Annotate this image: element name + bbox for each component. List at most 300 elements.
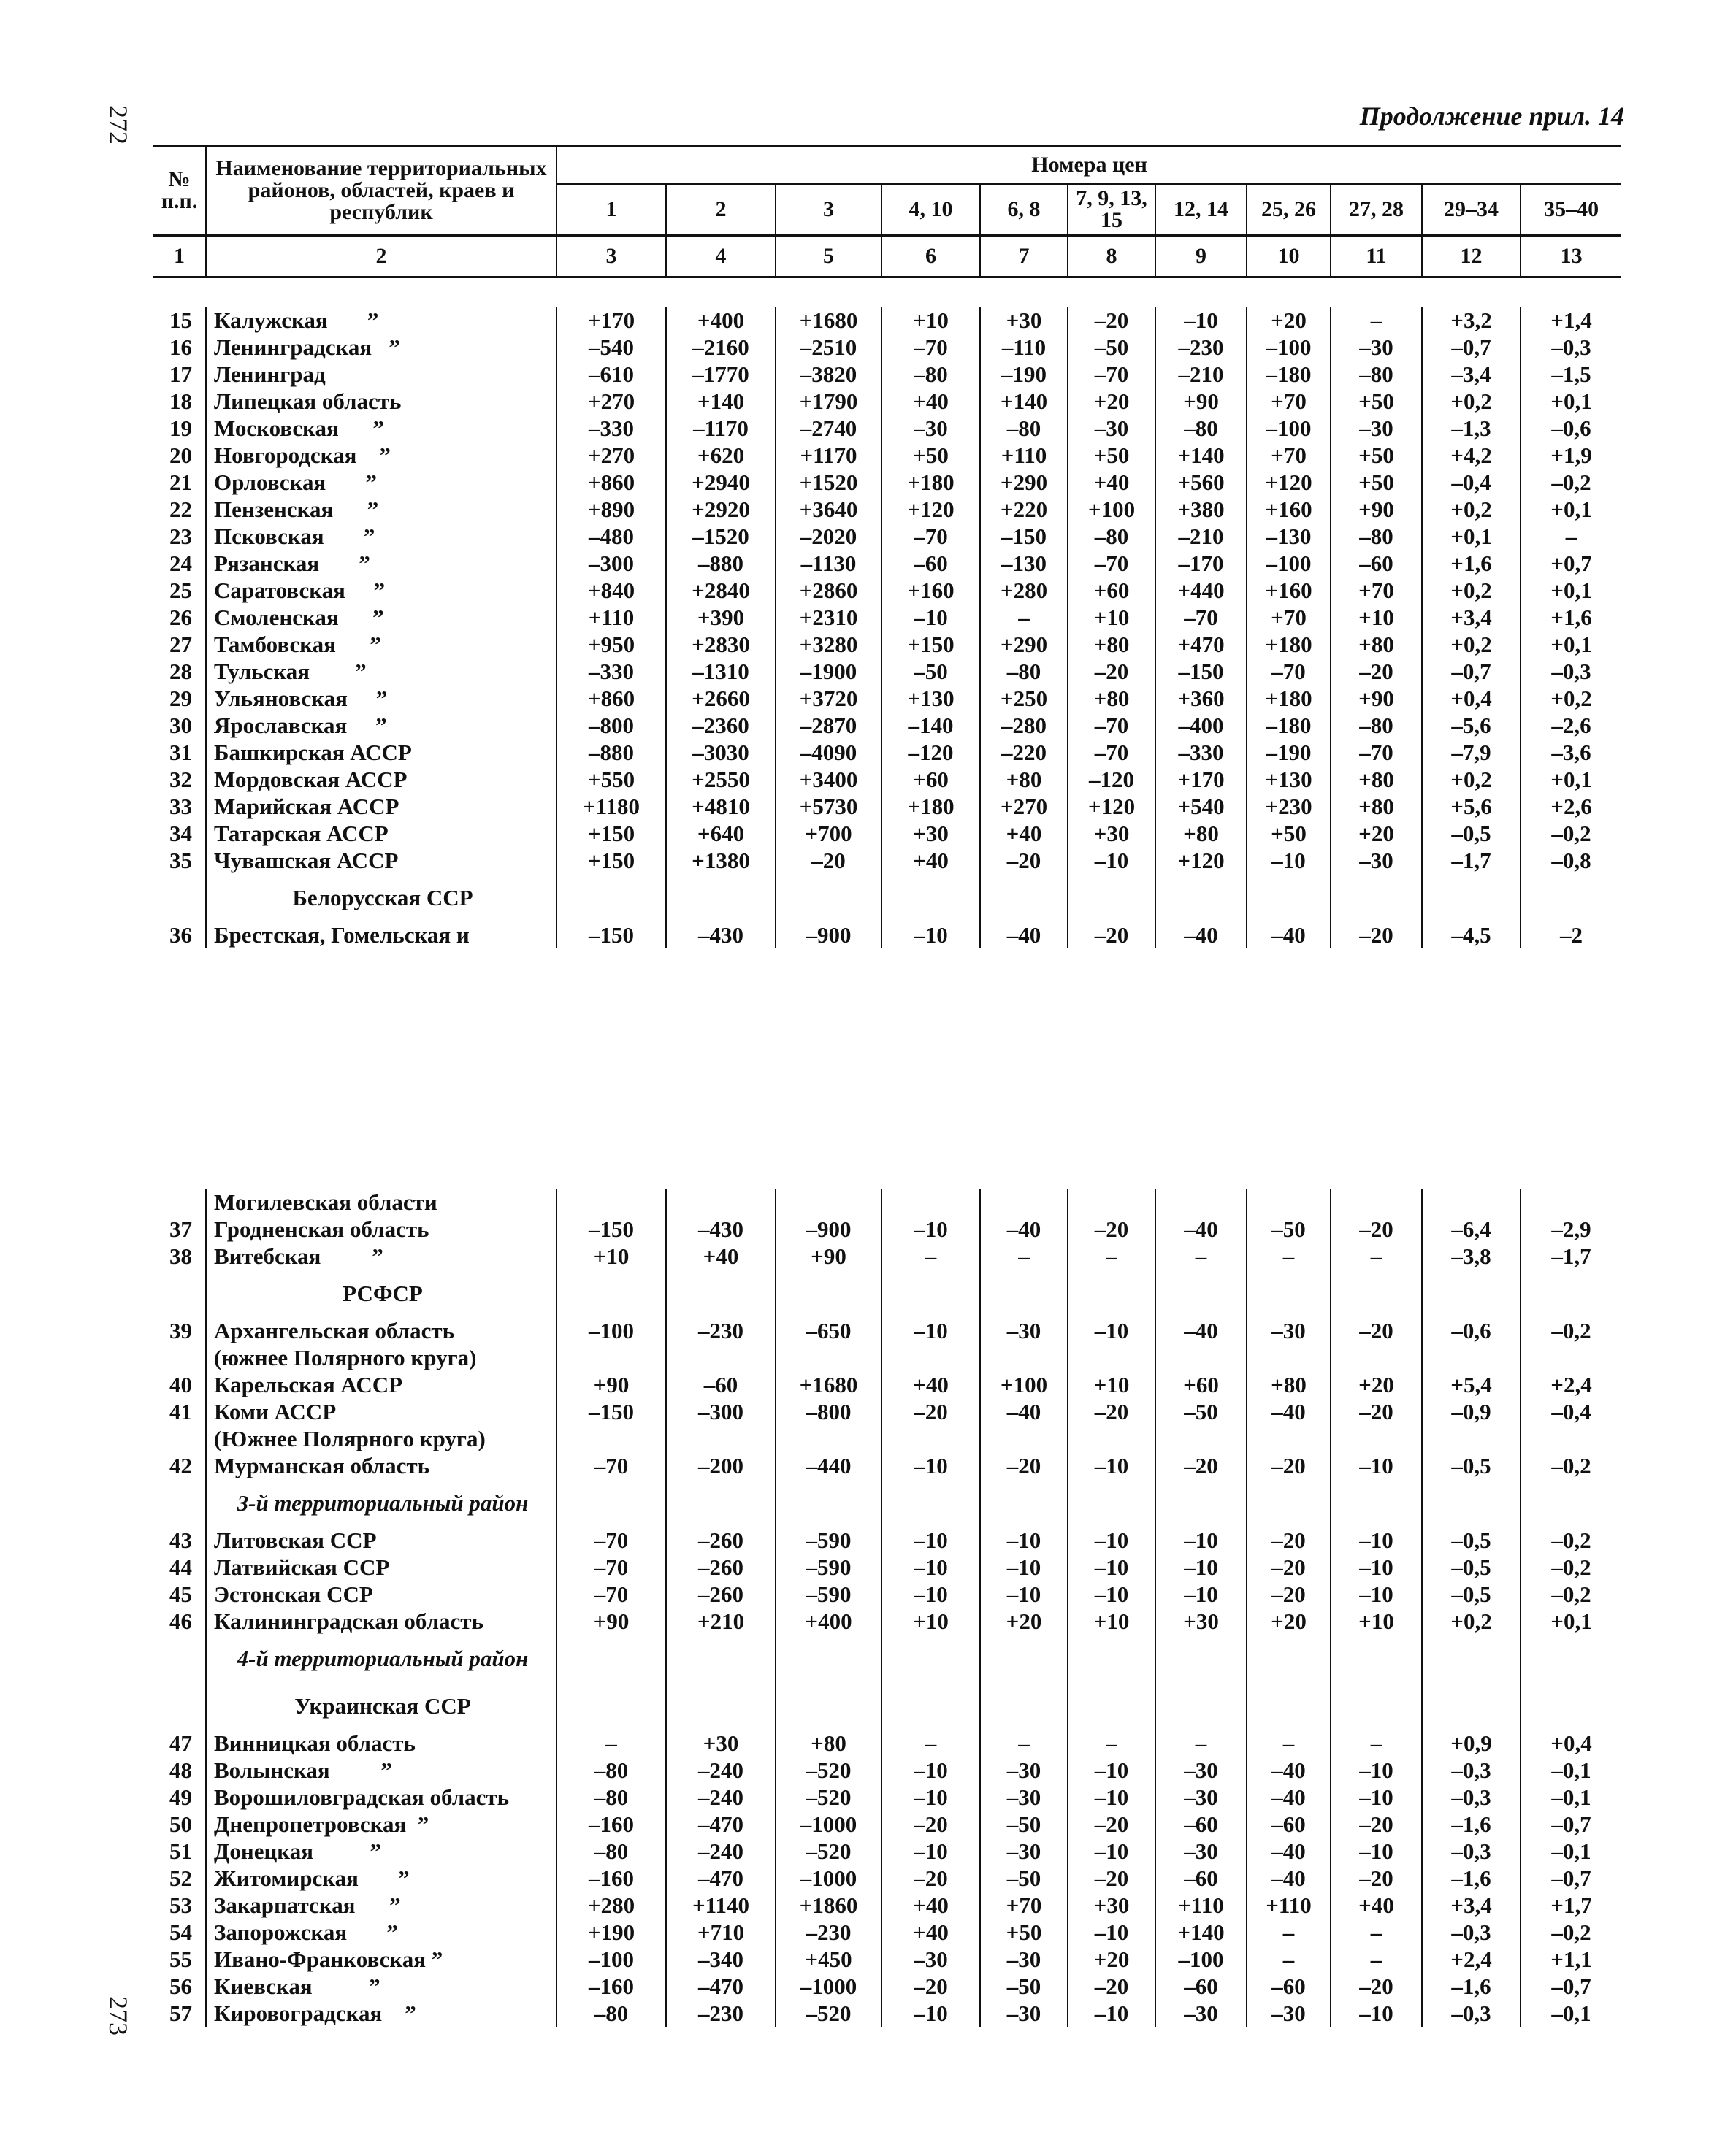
value-cell: –470 (666, 1973, 776, 2000)
value-cell: – (1247, 1730, 1331, 1757)
value-cell: –20 (1331, 1398, 1422, 1425)
value-cell (1331, 1425, 1422, 1452)
value-cell: +840 (556, 577, 666, 604)
value-cell: +860 (556, 469, 666, 496)
value-cell: –2020 (776, 523, 881, 550)
region-name: Липецкая область (206, 388, 556, 415)
empty-cell (1521, 1635, 1621, 1682)
empty-cell (1521, 1479, 1621, 1527)
value-cell: +50 (1247, 820, 1331, 847)
value-cell: – (1331, 1243, 1422, 1270)
row-number: 45 (169, 1581, 192, 1607)
value-cell: +140 (666, 388, 776, 415)
empty-cell (1155, 1270, 1247, 1317)
value-cell: +30 (1068, 1892, 1155, 1919)
value-cell: +390 (666, 604, 776, 631)
value-cell: –70 (556, 1527, 666, 1554)
value-cell: +10 (556, 1243, 666, 1270)
section-row (153, 1270, 1621, 1317)
value-cell: +400 (776, 1608, 881, 1635)
row-number: 57 (169, 2000, 192, 2026)
region-name: Пензенская ” (206, 496, 556, 523)
value-cell: – (1247, 1919, 1331, 1946)
value-cell: – (1247, 1243, 1331, 1270)
value-cell: –100 (1155, 1946, 1247, 1973)
value-cell: –280 (980, 712, 1068, 739)
value-cell: +440 (1155, 577, 1247, 604)
value-cell: –20 (881, 1973, 980, 2000)
value-cell: –520 (776, 1757, 881, 1784)
value-cell: –70 (1247, 658, 1331, 685)
value-cell: +710 (666, 1919, 776, 1946)
value-cell: –520 (776, 1784, 881, 1811)
value-cell: +890 (556, 496, 666, 523)
value-cell: –430 (666, 921, 776, 948)
header-price-col: 1 (556, 184, 666, 236)
header-col-number: 5 (776, 236, 881, 277)
value-cell: –50 (980, 1973, 1068, 2000)
value-cell: –0,5 (1422, 1554, 1521, 1581)
value-cell: +1,7 (1550, 1892, 1592, 1918)
empty-cell (980, 1635, 1068, 1682)
row-number: 52 (169, 1865, 192, 1891)
value-cell: +0,2 (1422, 388, 1521, 415)
value-cell: +3,2 (1422, 307, 1521, 334)
value-cell: –100 (556, 1317, 666, 1344)
region-name: (Южнее Полярного круга) (206, 1425, 556, 1452)
value-cell: –800 (556, 712, 666, 739)
value-cell: +560 (1155, 469, 1247, 496)
value-cell: –30 (881, 1946, 980, 1973)
value-cell: +950 (556, 631, 666, 658)
value-cell: +270 (556, 442, 666, 469)
empty-cell (980, 1270, 1068, 1317)
value-cell: +20 (980, 1608, 1068, 1635)
value-cell: +80 (1331, 766, 1422, 793)
value-cell: +120 (1247, 469, 1331, 496)
value-cell: –3,4 (1422, 361, 1521, 388)
value-cell: +0,1 (1550, 632, 1592, 657)
value-cell: –1170 (666, 415, 776, 442)
table-row (153, 1730, 1621, 1757)
row-number: 20 (169, 442, 192, 468)
row-number: 46 (169, 1608, 192, 1634)
table-row (153, 793, 1621, 820)
value-cell: –20 (1247, 1581, 1331, 1608)
row-number: 51 (169, 1838, 192, 1864)
value-cell: –0,3 (1422, 1757, 1521, 1784)
table-row (153, 1554, 1621, 1581)
empty-cell (556, 1479, 666, 1527)
value-cell: –60 (1247, 1811, 1331, 1838)
value-cell: –7,9 (1422, 739, 1521, 766)
value-cell: –10 (1155, 1554, 1247, 1581)
value-cell: –0,8 (1551, 848, 1591, 873)
value-cell (1331, 1344, 1422, 1371)
header-col-number: 1 (153, 236, 206, 277)
empty-cell (666, 874, 776, 921)
region-name: Мурманская область (206, 1452, 556, 1479)
empty-cell (1521, 1270, 1621, 1317)
value-cell: –70 (881, 523, 980, 550)
continuation-title: Продолжение прил. 14 (1359, 101, 1624, 131)
value-cell: –0,5 (1422, 1581, 1521, 1608)
value-cell: +380 (1155, 496, 1247, 523)
value-cell (1068, 1189, 1155, 1216)
row-number: 24 (169, 550, 192, 576)
value-cell: –900 (776, 1216, 881, 1243)
value-cell: +0,2 (1422, 496, 1521, 523)
value-cell: +860 (556, 685, 666, 712)
value-cell: –0,2 (1551, 1527, 1591, 1553)
table-row (153, 1243, 1621, 1270)
value-cell: +130 (1247, 766, 1331, 793)
value-cell: –10 (1068, 1527, 1155, 1554)
header-col-number: 10 (1247, 236, 1331, 277)
value-cell: –20 (1068, 1811, 1155, 1838)
value-cell: +80 (1155, 820, 1247, 847)
value-cell: –50 (980, 1811, 1068, 1838)
table-row (153, 307, 1621, 334)
value-cell: –10 (881, 604, 980, 631)
value-cell: –20 (1331, 1811, 1422, 1838)
row-number: 33 (169, 794, 192, 819)
value-cell: +1,1 (1550, 1946, 1592, 1972)
region-name: Брестская, Гомельская и (206, 921, 556, 948)
header-price-col: 6, 8 (980, 184, 1068, 236)
row-number: 42 (169, 1453, 192, 1478)
row-number: 21 (169, 469, 192, 495)
table-row (153, 921, 1621, 948)
value-cell: –240 (666, 1784, 776, 1811)
row-number: 30 (169, 713, 192, 738)
value-cell: –80 (881, 361, 980, 388)
header-col-number: 9 (1155, 236, 1247, 277)
empty-cell (881, 1270, 980, 1317)
empty-cell (1422, 874, 1521, 921)
empty-cell (666, 1270, 776, 1317)
empty-cell (1068, 1635, 1155, 1682)
value-cell: –50 (881, 658, 980, 685)
region-name: Закарпатская ” (206, 1892, 556, 1919)
row-number (153, 874, 206, 921)
table-row (153, 334, 1621, 361)
value-cell: –80 (1068, 523, 1155, 550)
value-cell (1247, 1344, 1331, 1371)
value-cell: –50 (1068, 334, 1155, 361)
table-row (153, 442, 1621, 469)
value-cell: +30 (881, 820, 980, 847)
empty-cell (556, 1270, 666, 1317)
table-row (153, 1581, 1621, 1608)
value-cell: –0,3 (1551, 659, 1591, 684)
value-cell: –0,6 (1422, 1317, 1521, 1344)
value-cell: –540 (556, 334, 666, 361)
empty-cell (1422, 1682, 1521, 1730)
region-name: Татарская АССР (206, 820, 556, 847)
value-cell: –200 (666, 1452, 776, 1479)
row-number: 55 (169, 1946, 192, 1972)
value-cell: –30 (1155, 1784, 1247, 1811)
value-cell: –900 (776, 921, 881, 948)
region-name: Волынская ” (206, 1757, 556, 1784)
value-cell: –0,9 (1422, 1398, 1521, 1425)
value-cell (980, 1344, 1068, 1371)
value-cell: +40 (980, 820, 1068, 847)
value-cell: –80 (1155, 415, 1247, 442)
value-cell: +10 (1331, 1608, 1422, 1635)
table-row (153, 631, 1621, 658)
value-cell: +1380 (666, 847, 776, 874)
value-cell: +40 (881, 847, 980, 874)
value-cell: –0,4 (1551, 1399, 1591, 1424)
value-cell: –10 (1331, 1554, 1422, 1581)
header-col-number: 4 (666, 236, 776, 277)
value-cell: +0,1 (1550, 496, 1592, 522)
value-cell: +150 (556, 820, 666, 847)
empty-cell (1331, 874, 1422, 921)
region-name: Ульяновская ” (206, 685, 556, 712)
empty-cell (1068, 1682, 1155, 1730)
value-cell: –180 (1247, 361, 1331, 388)
empty-cell (1068, 1479, 1155, 1527)
value-cell: –2160 (666, 334, 776, 361)
table-row (153, 1784, 1621, 1811)
value-cell: +50 (1331, 442, 1422, 469)
row-number: 49 (169, 1784, 192, 1810)
value-cell: –30 (980, 2000, 1068, 2027)
value-cell: –2870 (776, 712, 881, 739)
value-cell: –20 (980, 847, 1068, 874)
region-name: Ленинград (206, 361, 556, 388)
value-cell: +2830 (666, 631, 776, 658)
value-cell: –0,3 (1422, 1838, 1521, 1865)
value-cell: +90 (1331, 496, 1422, 523)
value-cell: – (980, 604, 1068, 631)
value-cell: –20 (776, 847, 881, 874)
row-number: 34 (169, 821, 192, 846)
table-row (153, 1216, 1621, 1243)
table-row (153, 847, 1621, 874)
region-name: Рязанская ” (206, 550, 556, 577)
value-cell: –0,7 (1551, 1865, 1591, 1891)
row-number: 32 (169, 767, 192, 792)
header-price-col: 4, 10 (881, 184, 980, 236)
header-col-number: 6 (881, 236, 980, 277)
value-cell: +170 (556, 307, 666, 334)
empty-cell (980, 1479, 1068, 1527)
row-number (153, 1682, 206, 1730)
value-cell: –30 (1155, 2000, 1247, 2027)
value-cell: +80 (1068, 685, 1155, 712)
value-cell: –50 (1155, 1398, 1247, 1425)
value-cell: –100 (1247, 334, 1331, 361)
region-name: Псковская ” (206, 523, 556, 550)
value-cell: +20 (1331, 820, 1422, 847)
value-cell: +60 (1155, 1371, 1247, 1398)
value-cell: +70 (1247, 388, 1331, 415)
value-cell: –2,6 (1551, 713, 1591, 738)
region-name: Ленинградская ” (206, 334, 556, 361)
value-cell: –220 (980, 739, 1068, 766)
value-cell: –0,4 (1422, 469, 1521, 496)
value-cell: +0,7 (1550, 550, 1592, 576)
value-cell: –1310 (666, 658, 776, 685)
value-cell: –10 (1331, 1838, 1422, 1865)
value-cell: –60 (666, 1371, 776, 1398)
value-cell: –260 (666, 1527, 776, 1554)
value-cell: +40 (881, 388, 980, 415)
value-cell: –70 (881, 334, 980, 361)
value-cell: +70 (980, 1892, 1068, 1919)
region-name: Коми АССР (206, 1398, 556, 1425)
value-cell: +1790 (776, 388, 881, 415)
value-cell: +40 (1068, 469, 1155, 496)
value-cell: +400 (666, 307, 776, 334)
value-cell: +40 (881, 1892, 980, 1919)
value-cell (776, 1189, 881, 1216)
empty-cell (776, 1270, 881, 1317)
value-cell: –40 (1247, 1398, 1331, 1425)
value-cell: –0,1 (1551, 1838, 1591, 1864)
value-cell: +110 (1247, 1892, 1331, 1919)
value-cell: +280 (556, 1892, 666, 1919)
value-cell: –80 (980, 415, 1068, 442)
value-cell: –0,3 (1422, 1919, 1521, 1946)
header-col-number: 2 (206, 236, 556, 277)
value-cell: –70 (1068, 361, 1155, 388)
value-cell: –40 (980, 1398, 1068, 1425)
value-cell: +1,9 (1550, 442, 1592, 468)
value-cell: –10 (881, 1838, 980, 1865)
value-cell: –240 (666, 1838, 776, 1865)
table-row (153, 1608, 1621, 1635)
value-cell: –30 (1331, 847, 1422, 874)
value-cell: –150 (556, 1398, 666, 1425)
value-cell: –0,1 (1551, 1757, 1591, 1783)
value-cell: –4,5 (1422, 921, 1521, 948)
row-number: 40 (169, 1372, 192, 1397)
value-cell: +40 (666, 1243, 776, 1270)
row-number (153, 1344, 206, 1371)
header-col-number: 8 (1068, 236, 1155, 277)
value-cell: +90 (556, 1608, 666, 1635)
region-name: Кировоградская ” (206, 2000, 556, 2027)
value-cell: –0,2 (1551, 1554, 1591, 1580)
value-cell: –150 (556, 1216, 666, 1243)
value-cell: –430 (666, 1216, 776, 1243)
value-cell: –10 (1155, 1581, 1247, 1608)
value-cell: +10 (1331, 604, 1422, 631)
empty-cell (776, 1479, 881, 1527)
value-cell: –470 (666, 1865, 776, 1892)
value-cell: +220 (980, 496, 1068, 523)
value-cell: +140 (1155, 1919, 1247, 1946)
empty-cell (1247, 1479, 1331, 1527)
region-name: Марийская АССР (206, 793, 556, 820)
value-cell: –60 (881, 550, 980, 577)
value-cell: –0,6 (1551, 415, 1591, 441)
value-cell: +0,4 (1422, 685, 1521, 712)
empty-cell (1422, 1479, 1521, 1527)
value-cell: –30 (1247, 2000, 1331, 2027)
value-cell: –70 (1068, 712, 1155, 739)
value-cell: +180 (881, 469, 980, 496)
value-cell: –20 (881, 1398, 980, 1425)
row-number: 17 (169, 361, 192, 387)
value-cell: –2740 (776, 415, 881, 442)
header-price-col: 25, 26 (1247, 184, 1331, 236)
value-cell: –160 (556, 1811, 666, 1838)
value-cell: –1000 (776, 1811, 881, 1838)
value-cell: –70 (556, 1554, 666, 1581)
value-cell: –30 (1068, 415, 1155, 442)
value-cell: –1520 (666, 523, 776, 550)
value-cell: –50 (1247, 1216, 1331, 1243)
value-cell: –10 (881, 1554, 980, 1581)
region-name: Архангельская область (206, 1317, 556, 1344)
value-cell: +2310 (776, 604, 881, 631)
value-cell (1331, 1189, 1422, 1216)
value-cell: –1000 (776, 1973, 881, 2000)
value-cell: +30 (1155, 1608, 1247, 1635)
empty-cell (1331, 1635, 1422, 1682)
region-name: Ярославская ” (206, 712, 556, 739)
empty-cell (1422, 1635, 1521, 1682)
value-cell: – (881, 1243, 980, 1270)
value-cell: +80 (1331, 793, 1422, 820)
table-row (153, 1919, 1621, 1946)
value-cell: +1680 (776, 307, 881, 334)
value-cell: +160 (1247, 577, 1331, 604)
value-cell (881, 1344, 980, 1371)
value-cell (1068, 1425, 1155, 1452)
value-cell: –20 (1068, 1865, 1155, 1892)
header-price-col: 29–34 (1422, 184, 1521, 236)
header-no: № п.п. (153, 146, 206, 236)
value-cell: –40 (1247, 1865, 1331, 1892)
row-number: 22 (169, 496, 192, 522)
value-cell: –10 (1331, 1452, 1422, 1479)
region-name: Мордовская АССР (206, 766, 556, 793)
value-cell (776, 1425, 881, 1452)
region-name: Литовская ССР (206, 1527, 556, 1554)
value-cell: +90 (1331, 685, 1422, 712)
value-cell: –20 (1247, 1452, 1331, 1479)
value-cell: –180 (1247, 712, 1331, 739)
empty-cell (1521, 874, 1621, 921)
table-row (153, 1527, 1621, 1554)
value-cell: +20 (1247, 1608, 1331, 1635)
section-title: Белорусская ССР (206, 874, 556, 921)
value-cell: –0,1 (1551, 2000, 1591, 2026)
empty-cell (1422, 1270, 1521, 1317)
value-cell: –0,3 (1551, 334, 1591, 360)
section-row (153, 1635, 1621, 1682)
value-cell: +1180 (556, 793, 666, 820)
value-cell: –10 (881, 2000, 980, 2027)
value-cell: +2,6 (1550, 794, 1592, 819)
value-cell: –10 (1331, 1757, 1422, 1784)
value-cell: –0,2 (1551, 469, 1591, 495)
value-cell: +80 (1247, 1371, 1331, 1398)
value-cell: –80 (1331, 361, 1422, 388)
value-cell: –0,7 (1422, 334, 1521, 361)
section-title: 3-й территориальный район (206, 1479, 556, 1527)
value-cell (1155, 1189, 1247, 1216)
value-cell: –240 (666, 1757, 776, 1784)
region-name: Башкирская АССР (206, 739, 556, 766)
